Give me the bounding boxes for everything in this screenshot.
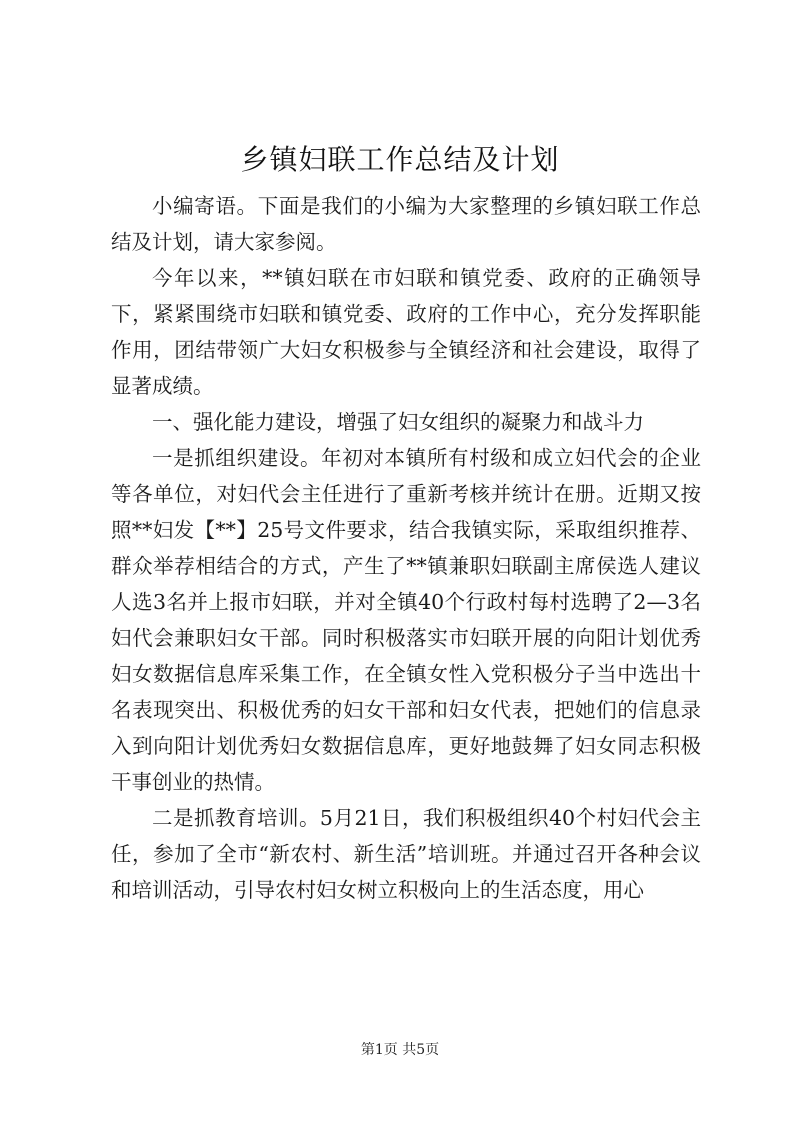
section-heading-1: 一、强化能力建设，增强了妇女组织的凝聚力和战斗力 — [152, 410, 644, 434]
paragraph-overview: 今年以来，**镇妇联在市妇联和镇党委、政府的正确领导下，紧紧围绕市妇联和镇党委、政府的工作中心，充分发挥职能作用，团结带领广大妇女积极参与全镇经济和社会建设，取得了显著成绩。 — [111, 266, 701, 398]
paragraph-organization: 一是抓组织建设。年初对本镇所有村级和成立妇代会的企业等各单位，对妇代会主任进行了重新考核并统计在册。近期又按照**妇发【**】25号文件要求，结合我镇实际，采取组织推荐、群众举荐相结合的方式，产生了**镇兼职妇联副主席侯选人建议人选3名并上报市妇联，并对全镇40个行政村每村选聘了2—3名妇代会兼职妇女干部。同时积极落实市妇联开展的向阳计划优秀妇女数据信息库采集工作，在全镇女性入党积极分子当中选出十名表现突出、积极优秀的妇女干部和妇女代表，把她们的信息录入到向阳计划优秀妇女数据信息库，更好地鼓舞了妇女同志积极干事创业的热情。 — [111, 446, 701, 794]
paragraph-training: 二是抓教育培训。5月21日，我们积极组织40个村妇代会主任，参加了全市“新农村、新生活”培训班。并通过召开各种会议和培训活动，引导农村妇女树立积极向上的生活态度，用心 — [111, 806, 701, 902]
document-body — [111, 188, 701, 908]
document-title: 乡镇妇联工作总结及计划 — [240, 143, 560, 176]
paragraph-intro: 小编寄语。下面是我们的小编为大家整理的乡镇妇联工作总结及计划，请大家参阅。 — [111, 194, 701, 254]
page-number-footer: 第1页 共5页 — [360, 1042, 440, 1058]
